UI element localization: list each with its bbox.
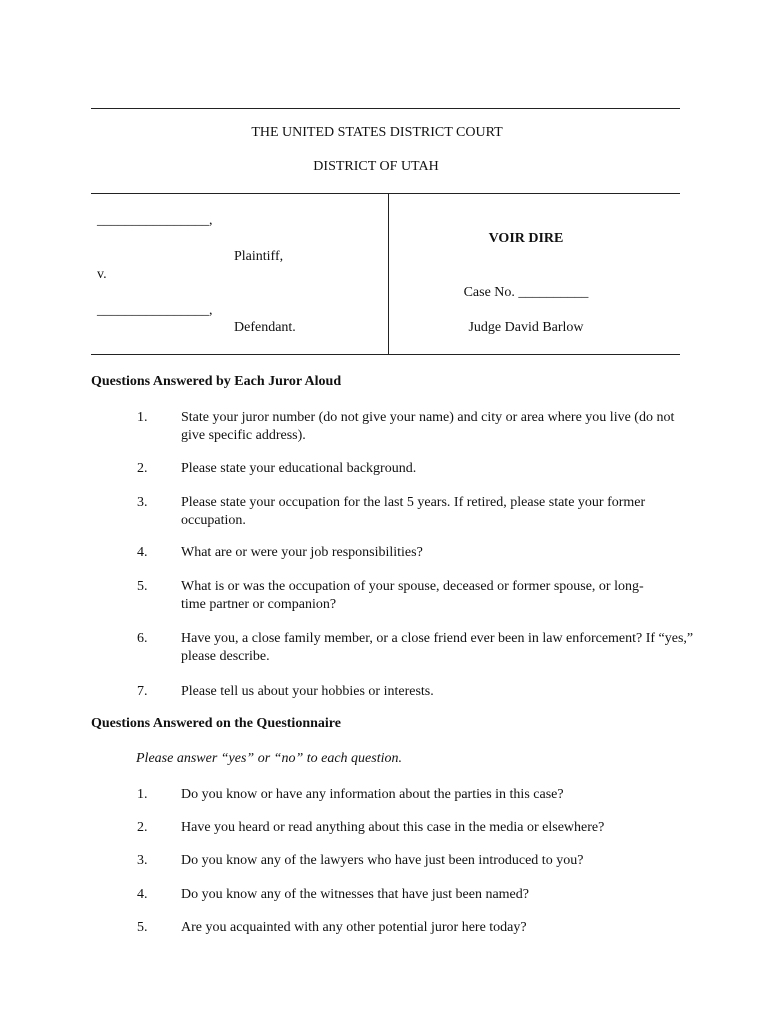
list-item-number: 2. (137, 461, 148, 476)
caption-bottom-rule (91, 354, 680, 355)
list-item-text: Please state your occupation for the last 5 years. If retired, please state your former occupation. (181, 495, 646, 528)
list-item-text: State your juror number (do not give your name) and city or area where you live (do not give specific address). (181, 410, 675, 443)
section2-instruction: Please answer “yes” or “no” to each question. (136, 751, 402, 766)
list-item-text: Are you acquainted with any other potential juror here today? (181, 920, 527, 935)
defendant-blank: ________________, (97, 303, 213, 318)
list-item-number: 5. (137, 920, 148, 935)
judge-name: Judge David Barlow (468, 320, 584, 335)
list-item-number: 2. (137, 820, 148, 835)
list-item-number: 1. (137, 787, 148, 802)
list-item-text: What is or was the occupation of your spouse, deceased or former spouse, or long-time partner or companion? (181, 579, 644, 612)
list-item-text: Have you, a close family member, or a close friend ever been in law enforcement? If “yes,” please describe. (181, 631, 694, 664)
list-item-number: 6. (137, 631, 148, 646)
district-name: DISTRICT OF UTAH (313, 159, 439, 174)
case-number: Case No. __________ (463, 285, 589, 300)
list-item-number: 5. (137, 579, 148, 594)
top-rule (91, 108, 680, 109)
list-item-text: Please tell us about your hobbies or interests. (181, 684, 434, 699)
section1-heading: Questions Answered by Each Juror Aloud (91, 374, 342, 389)
list-item-text: Have you heard or read anything about this case in the media or elsewhere? (181, 820, 605, 835)
list-item-number: 7. (137, 684, 148, 699)
list-item-text: Please state your educational background. (181, 461, 417, 476)
document-title: VOIR DIRE (488, 231, 564, 246)
defendant-label: Defendant. (234, 320, 296, 335)
list-item-number: 1. (137, 410, 148, 425)
section2-heading: Questions Answered on the Questionnaire (91, 716, 341, 731)
list-item-number: 3. (137, 853, 148, 868)
list-item-text: Do you know any of the witnesses that have just been named? (181, 887, 529, 902)
court-name: THE UNITED STATES DISTRICT COURT (251, 125, 503, 140)
list-item-text: Do you know or have any information about the parties in this case? (181, 787, 564, 802)
list-item-text: What are or were your job responsibilities? (181, 545, 423, 560)
plaintiff-label: Plaintiff, (234, 249, 284, 264)
versus-label: v. (97, 267, 107, 282)
caption-divider (388, 194, 389, 354)
list-item-number: 3. (137, 495, 148, 510)
caption-top-rule (91, 193, 680, 194)
plaintiff-blank: ________________, (97, 213, 213, 228)
list-item-number: 4. (137, 545, 148, 560)
list-item-number: 4. (137, 887, 148, 902)
list-item-text: Do you know any of the lawyers who have just been introduced to you? (181, 853, 584, 868)
